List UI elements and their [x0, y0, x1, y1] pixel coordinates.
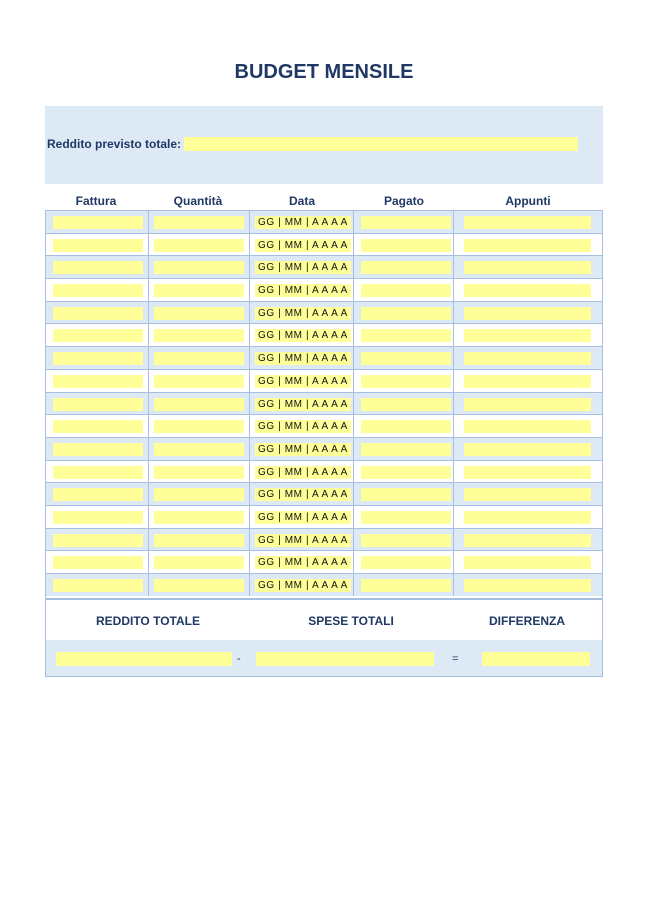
table-border-bottom: [45, 598, 603, 599]
column-header-quantita: Quantità: [173, 194, 223, 208]
date-field[interactable]: GG | MM | A A A A: [255, 511, 351, 524]
cell-divider: [249, 279, 250, 301]
summary-expenses-label: SPESE TOTALI: [308, 614, 394, 628]
quantita-field[interactable]: [154, 579, 244, 592]
pagato-field[interactable]: [361, 511, 451, 524]
date-field[interactable]: GG | MM | A A A A: [255, 284, 351, 297]
fattura-field[interactable]: [53, 511, 143, 524]
date-field[interactable]: GG | MM | A A A A: [255, 398, 351, 411]
table-row: [45, 482, 603, 505]
fattura-field[interactable]: [53, 307, 143, 320]
appunti-field[interactable]: [464, 239, 591, 252]
table-row: [45, 369, 603, 392]
date-field[interactable]: GG | MM | A A A A: [255, 329, 351, 342]
pagato-field[interactable]: [361, 261, 451, 274]
cell-divider: [453, 551, 454, 573]
cell-divider: [249, 256, 250, 278]
cell-divider: [148, 551, 149, 573]
date-field[interactable]: GG | MM | A A A A: [255, 488, 351, 501]
cell-divider: [148, 483, 149, 505]
cell-divider: [249, 347, 250, 369]
income-field[interactable]: [184, 137, 578, 151]
fattura-field[interactable]: [53, 375, 143, 388]
appunti-field[interactable]: [464, 352, 591, 365]
cell-divider: [353, 461, 354, 483]
date-field[interactable]: GG | MM | A A A A: [255, 375, 351, 388]
table-row: [45, 528, 603, 551]
column-header-fattura: Fattura: [75, 194, 117, 208]
table-row: [45, 437, 603, 460]
cell-divider: [453, 461, 454, 483]
cell-divider: [148, 574, 149, 596]
cell-divider: [148, 211, 149, 233]
fattura-field[interactable]: [53, 329, 143, 342]
date-field[interactable]: GG | MM | A A A A: [255, 307, 351, 320]
date-field[interactable]: GG | MM | A A A A: [255, 466, 351, 479]
cell-divider: [148, 438, 149, 460]
cell-divider: [353, 574, 354, 596]
cell-divider: [353, 324, 354, 346]
quantita-field[interactable]: [154, 443, 244, 456]
cell-divider: [453, 529, 454, 551]
pagato-field[interactable]: [361, 375, 451, 388]
cell-divider: [249, 234, 250, 256]
cell-divider: [453, 393, 454, 415]
cell-divider: [453, 370, 454, 392]
table-row: [45, 255, 603, 278]
cell-divider: [453, 324, 454, 346]
quantita-field[interactable]: [154, 556, 244, 569]
minus-sign: -: [237, 653, 241, 665]
cell-divider: [249, 438, 250, 460]
fattura-field[interactable]: [53, 579, 143, 592]
summary-difference-label: DIFFERENZA: [489, 614, 565, 628]
pagato-field[interactable]: [361, 534, 451, 547]
cell-divider: [353, 234, 354, 256]
table-row: [45, 233, 603, 256]
cell-divider: [353, 551, 354, 573]
quantita-field[interactable]: [154, 284, 244, 297]
fattura-field[interactable]: [53, 534, 143, 547]
pagato-field[interactable]: [361, 239, 451, 252]
fattura-field[interactable]: [53, 352, 143, 365]
appunti-field[interactable]: [464, 534, 591, 547]
pagato-field[interactable]: [361, 398, 451, 411]
quantita-field[interactable]: [154, 488, 244, 501]
pagato-field[interactable]: [361, 488, 451, 501]
cell-divider: [453, 347, 454, 369]
table-row: [45, 392, 603, 415]
table-border-right: [602, 210, 603, 599]
pagato-field[interactable]: [361, 556, 451, 569]
cell-divider: [353, 529, 354, 551]
cell-divider: [148, 370, 149, 392]
quantita-field[interactable]: [154, 216, 244, 229]
cell-divider: [148, 506, 149, 528]
date-field[interactable]: GG | MM | A A A A: [255, 579, 351, 592]
cell-divider: [353, 483, 354, 505]
appunti-field[interactable]: [464, 375, 591, 388]
date-field[interactable]: GG | MM | A A A A: [255, 420, 351, 433]
appunti-field[interactable]: [464, 329, 591, 342]
date-field[interactable]: GG | MM | A A A A: [255, 239, 351, 252]
pagato-field[interactable]: [361, 579, 451, 592]
appunti-field[interactable]: [464, 216, 591, 229]
column-header-appunti: Appunti: [505, 194, 551, 208]
column-header-pagato: Pagato: [383, 194, 424, 208]
table-row: [45, 301, 603, 324]
pagato-field[interactable]: [361, 216, 451, 229]
cell-divider: [353, 415, 354, 437]
fattura-field[interactable]: [53, 398, 143, 411]
fattura-field[interactable]: [53, 488, 143, 501]
appunti-field[interactable]: [464, 511, 591, 524]
cell-divider: [148, 529, 149, 551]
table-row: [45, 323, 603, 346]
quantita-field[interactable]: [154, 511, 244, 524]
pagato-field[interactable]: [361, 307, 451, 320]
cell-divider: [453, 506, 454, 528]
cell-divider: [453, 438, 454, 460]
difference-field[interactable]: [482, 652, 590, 666]
cell-divider: [353, 370, 354, 392]
quantita-field[interactable]: [154, 352, 244, 365]
appunti-field[interactable]: [464, 556, 591, 569]
appunti-field[interactable]: [464, 466, 591, 479]
appunti-field[interactable]: [464, 488, 591, 501]
cell-divider: [249, 483, 250, 505]
appunti-field[interactable]: [464, 398, 591, 411]
cell-divider: [249, 574, 250, 596]
table-row: [45, 278, 603, 301]
quantita-field[interactable]: [154, 375, 244, 388]
appunti-field[interactable]: [464, 579, 591, 592]
cell-divider: [249, 529, 250, 551]
cell-divider: [249, 302, 250, 324]
cell-divider: [353, 279, 354, 301]
cell-divider: [148, 256, 149, 278]
cell-divider: [353, 506, 354, 528]
cell-divider: [249, 415, 250, 437]
table-row: [45, 505, 603, 528]
cell-divider: [148, 461, 149, 483]
cell-divider: [353, 211, 354, 233]
quantita-field[interactable]: [154, 307, 244, 320]
cell-divider: [453, 415, 454, 437]
cell-divider: [148, 415, 149, 437]
income-section: [45, 106, 603, 184]
appunti-field[interactable]: [464, 261, 591, 274]
summary-values-row: [46, 640, 602, 676]
pagato-field[interactable]: [361, 466, 451, 479]
date-field[interactable]: GG | MM | A A A A: [255, 443, 351, 456]
quantita-field[interactable]: [154, 420, 244, 433]
quantita-field[interactable]: [154, 534, 244, 547]
cell-divider: [148, 393, 149, 415]
cell-divider: [249, 324, 250, 346]
column-header-data: Data: [288, 194, 315, 208]
date-field[interactable]: GG | MM | A A A A: [255, 534, 351, 547]
cell-divider: [453, 256, 454, 278]
total-expenses-field[interactable]: [256, 652, 434, 666]
equals-sign: =: [452, 653, 459, 665]
fattura-field[interactable]: [53, 216, 143, 229]
expense-table: [45, 210, 603, 596]
date-field[interactable]: GG | MM | A A A A: [255, 352, 351, 365]
pagato-field[interactable]: [361, 329, 451, 342]
cell-divider: [249, 461, 250, 483]
cell-divider: [353, 302, 354, 324]
cell-divider: [453, 211, 454, 233]
cell-divider: [148, 324, 149, 346]
cell-divider: [148, 279, 149, 301]
summary-income-label: REDDITO TOTALE: [95, 614, 200, 628]
cell-divider: [453, 302, 454, 324]
pagato-field[interactable]: [361, 352, 451, 365]
pagato-field[interactable]: [361, 420, 451, 433]
cell-divider: [249, 551, 250, 573]
pagato-field[interactable]: [361, 284, 451, 297]
fattura-field[interactable]: [53, 466, 143, 479]
cell-divider: [353, 393, 354, 415]
appunti-field[interactable]: [464, 420, 591, 433]
fattura-field[interactable]: [53, 239, 143, 252]
cell-divider: [148, 347, 149, 369]
table-row: [45, 460, 603, 483]
date-field[interactable]: GG | MM | A A A A: [255, 556, 351, 569]
cell-divider: [453, 234, 454, 256]
cell-divider: [453, 574, 454, 596]
table-row: [45, 210, 603, 233]
appunti-field[interactable]: [464, 307, 591, 320]
total-income-field[interactable]: [56, 652, 232, 666]
cell-divider: [249, 370, 250, 392]
appunti-field[interactable]: [464, 284, 591, 297]
cell-divider: [148, 302, 149, 324]
cell-divider: [353, 347, 354, 369]
table-row: [45, 414, 603, 437]
fattura-field[interactable]: [53, 284, 143, 297]
table-row: [45, 346, 603, 369]
quantita-field[interactable]: [154, 398, 244, 411]
appunti-field[interactable]: [464, 443, 591, 456]
date-field[interactable]: GG | MM | A A A A: [255, 261, 351, 274]
cell-divider: [249, 393, 250, 415]
fattura-field[interactable]: [53, 443, 143, 456]
table-border-left: [45, 210, 46, 599]
cell-divider: [249, 506, 250, 528]
cell-divider: [353, 256, 354, 278]
page-title: BUDGET MENSILE: [234, 61, 414, 83]
fattura-field[interactable]: [53, 261, 143, 274]
quantita-field[interactable]: [154, 329, 244, 342]
cell-divider: [353, 438, 354, 460]
summary-section: [45, 599, 603, 677]
cell-divider: [453, 483, 454, 505]
cell-divider: [148, 234, 149, 256]
quantita-field[interactable]: [154, 239, 244, 252]
table-row: [45, 550, 603, 573]
income-label: Reddito previsto totale:: [47, 137, 182, 151]
fattura-field[interactable]: [53, 420, 143, 433]
date-field[interactable]: GG | MM | A A A A: [255, 216, 351, 229]
table-row: [45, 573, 603, 596]
quantita-field[interactable]: [154, 466, 244, 479]
pagato-field[interactable]: [361, 443, 451, 456]
cell-divider: [453, 279, 454, 301]
fattura-field[interactable]: [53, 556, 143, 569]
quantita-field[interactable]: [154, 261, 244, 274]
cell-divider: [249, 211, 250, 233]
